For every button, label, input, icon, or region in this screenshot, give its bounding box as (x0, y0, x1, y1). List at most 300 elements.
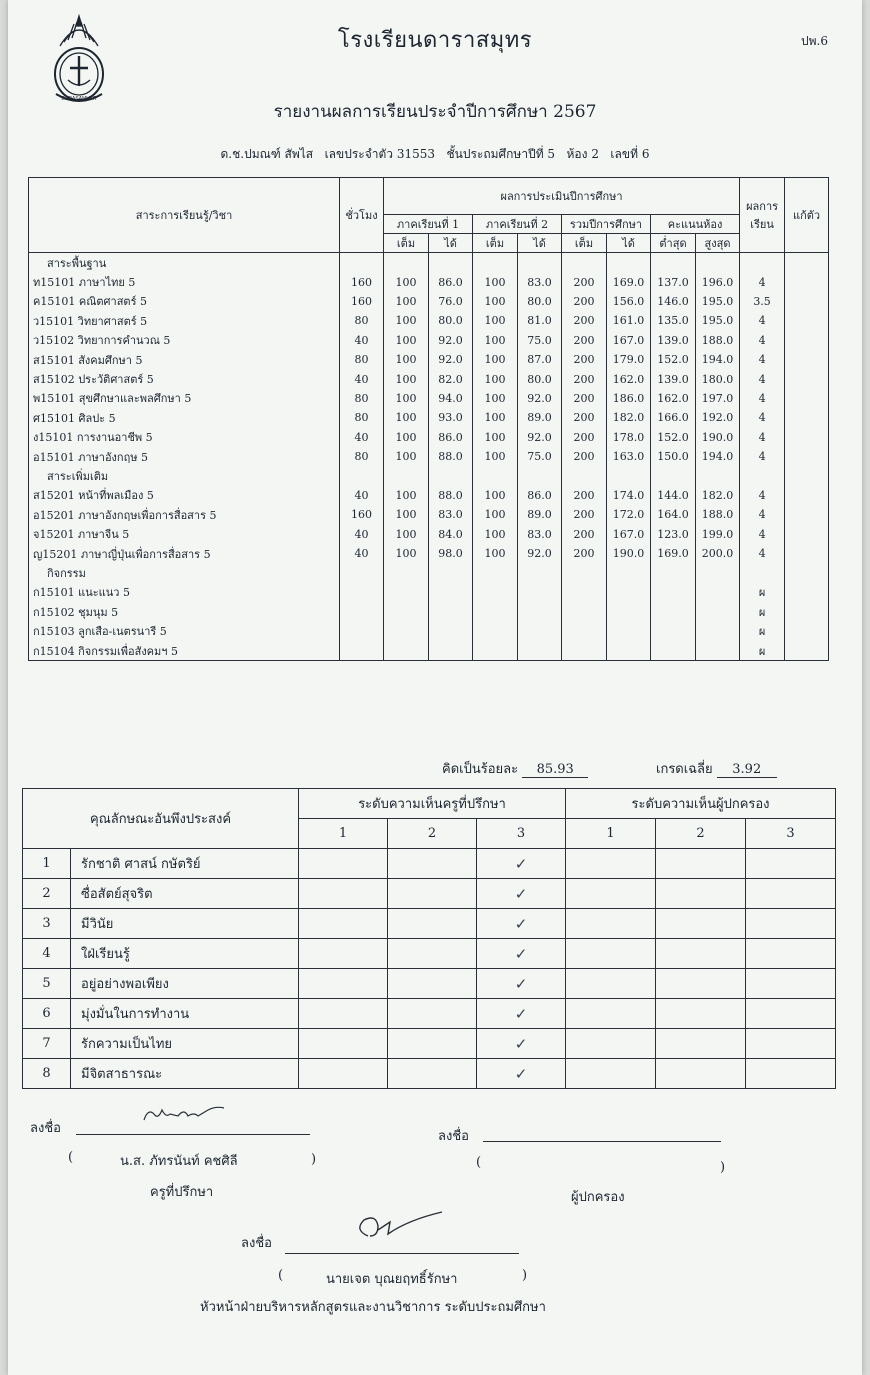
cell-t2-full: 100 (473, 524, 518, 543)
cell-max: 199.0 (696, 524, 740, 543)
cell-t1-full: 100 (384, 369, 429, 388)
cell-t2-full: 100 (473, 369, 518, 388)
cell-max (696, 641, 740, 661)
parent-level-1-cell (566, 969, 656, 999)
cell-y-full: 200 (562, 524, 607, 543)
teacher-level-1: 1 (299, 819, 388, 849)
table-row (29, 544, 829, 563)
cell-t1-full (384, 563, 429, 582)
cell-result (740, 563, 785, 582)
cell-y-got: 156.0 (607, 292, 651, 311)
teacher-level-2-cell (388, 939, 477, 969)
cell-t1-full: 100 (384, 389, 429, 408)
number-label: เลขที่ (610, 147, 638, 161)
teacher-level-1-cell (299, 909, 388, 939)
parent-level-1-cell (566, 879, 656, 909)
cell-retake (785, 389, 829, 408)
report-card-page (8, 0, 862, 1375)
cell-y-full: 200 (562, 428, 607, 447)
cell-t2-full: 100 (473, 505, 518, 524)
cell-y-full: 200 (562, 350, 607, 369)
parent-level-1-cell (566, 1059, 656, 1089)
cell-retake (785, 583, 829, 602)
form-code: ปพ.6 (801, 34, 828, 48)
table-row (29, 350, 829, 369)
trait-label: มีวินัย (71, 909, 299, 939)
cell-t1-full: 100 (384, 447, 429, 466)
table-row (29, 505, 829, 524)
cell-result: 4 (740, 486, 785, 505)
parent-level-3-cell (746, 969, 836, 999)
cell-t2-full: 100 (473, 272, 518, 291)
subject-header: สาระการเรียนรู้/วิชา (29, 178, 340, 253)
grade-level: ชั้นประถมศึกษาปีที่ 5 (446, 147, 556, 161)
check-mark-icon: ✓ (514, 944, 528, 963)
subject-name: ส15201 หน้าที่พลเมือง 5 (29, 486, 340, 505)
cell-t1-full (384, 621, 429, 640)
parent-level-3-cell (746, 939, 836, 969)
cell-t2-got (518, 641, 562, 661)
teacher-level-1-cell (299, 999, 388, 1029)
parent-level-2-cell (656, 999, 746, 1029)
teacher-level-3-cell (477, 1059, 566, 1089)
trait-number: 4 (23, 939, 71, 969)
teacher-level-1-cell (299, 969, 388, 999)
cell-result (740, 466, 785, 485)
cell-hours: 80 (340, 350, 384, 369)
cell-max: 194.0 (696, 350, 740, 369)
subject-name: ก15103 ลูกเสือ-เนตรนารี 5 (29, 621, 340, 640)
cell-y-got (607, 583, 651, 602)
trait-label: มุ่งมั่นในการทำงาน (71, 999, 299, 1029)
subject-name: อ15101 ภาษาอังกฤษ 5 (29, 447, 340, 466)
cell-max: 197.0 (696, 389, 740, 408)
cell-y-full: 200 (562, 331, 607, 350)
cell-t1-got (429, 583, 473, 602)
gpa-value: 3.92 (717, 762, 777, 778)
teacher-level-3: 3 (477, 819, 566, 849)
cell-t1-got: 88.0 (429, 486, 473, 505)
subject-name: พ15101 สุขศึกษาและพลศึกษา 5 (29, 389, 340, 408)
cell-result: 4 (740, 389, 785, 408)
student-name: ด.ช.ปมณฑ์ สัพไส (220, 147, 314, 161)
cell-y-full (562, 466, 607, 485)
cell-max: 180.0 (696, 369, 740, 388)
traits-body (23, 849, 836, 1089)
cell-y-got: 162.0 (607, 369, 651, 388)
teacher-paren-close: ) (311, 1152, 317, 1167)
cell-max (696, 563, 740, 582)
cell-t2-full: 100 (473, 408, 518, 427)
term2-header: ภาคเรียนที่ 2 (473, 215, 562, 234)
parent-level-1: 1 (566, 819, 656, 849)
cell-t1-got (429, 563, 473, 582)
cell-t2-full (473, 466, 518, 485)
cell-t1-full: 100 (384, 350, 429, 369)
cell-t1-full (384, 583, 429, 602)
teacher-level-3-cell (477, 1029, 566, 1059)
cell-t2-got: 75.0 (518, 331, 562, 350)
id-label: เลขประจำตัว (324, 147, 394, 161)
cell-t2-got: 81.0 (518, 311, 562, 330)
parent-level-1-cell (566, 909, 656, 939)
table-row (29, 428, 829, 447)
cell-y-full (562, 563, 607, 582)
report-title: รายงานผลการเรียนประจำปีการศึกษา 2567 (273, 102, 597, 122)
teacher-level-1-cell (299, 849, 388, 879)
cell-retake (785, 331, 829, 350)
subject-name: ง15101 การงานอาชีพ 5 (29, 428, 340, 447)
teacher-level-2-cell (388, 1059, 477, 1089)
cell-hours (340, 466, 384, 485)
cell-hours: 40 (340, 524, 384, 543)
hours-header: ชั่วโมง (340, 178, 384, 253)
cell-t2-full: 100 (473, 447, 518, 466)
teacher-signature-icon (138, 1100, 228, 1130)
cell-retake (785, 466, 829, 485)
cell-result: 4 (740, 272, 785, 291)
cell-t2-got: 80.0 (518, 369, 562, 388)
subject-name: อ15201 ภาษาอังกฤษเพื่อการสื่อสาร 5 (29, 505, 340, 524)
parent-level-1-cell (566, 849, 656, 879)
parent-level-1-cell (566, 939, 656, 969)
cell-y-full: 200 (562, 369, 607, 388)
cell-t1-got: 83.0 (429, 505, 473, 524)
cell-max (696, 466, 740, 485)
teacher-level-3-cell (477, 879, 566, 909)
parent-sign-label: ลงชื่อ (438, 1129, 469, 1144)
cell-hours: 40 (340, 369, 384, 388)
subject-name: ก15101 แนะแนว 5 (29, 583, 340, 602)
cell-min: 139.0 (651, 369, 696, 388)
cell-t1-full: 100 (384, 544, 429, 563)
head-paren-close: ) (522, 1268, 528, 1283)
table-row (29, 331, 829, 350)
group-label: กิจกรรม (29, 563, 340, 582)
max-header: สูงสุด (696, 234, 740, 253)
trait-number: 7 (23, 1029, 71, 1059)
cell-y-full (562, 253, 607, 273)
cell-min: 150.0 (651, 447, 696, 466)
cell-t1-full: 100 (384, 331, 429, 350)
cell-t1-got (429, 466, 473, 485)
cell-t1-full: 100 (384, 486, 429, 505)
t1-got-header: ได้ (429, 234, 473, 253)
traits-header: คุณลักษณะอันพึงประสงค์ (23, 789, 299, 849)
cell-t2-got (518, 466, 562, 485)
table-row (29, 369, 829, 388)
trait-number: 1 (23, 849, 71, 879)
grades-table (28, 177, 829, 661)
trait-label: อยู่อย่างพอเพียง (71, 969, 299, 999)
cell-min (651, 602, 696, 621)
subject-name: ว15101 วิทยาศาสตร์ 5 (29, 311, 340, 330)
cell-hours (340, 253, 384, 273)
cell-t2-full: 100 (473, 428, 518, 447)
cell-y-full: 200 (562, 544, 607, 563)
table-row (29, 389, 829, 408)
teacher-paren-open: ( (68, 1150, 74, 1165)
parent-level-2-cell (656, 969, 746, 999)
cell-t1-full: 100 (384, 311, 429, 330)
gpa-label: เกรดเฉลี่ย (656, 762, 713, 777)
cell-t2-got: 86.0 (518, 486, 562, 505)
cell-retake (785, 369, 829, 388)
cell-min: 146.0 (651, 292, 696, 311)
cell-min (651, 583, 696, 602)
cell-t2-full (473, 253, 518, 273)
cell-hours (340, 563, 384, 582)
cell-t2-full: 100 (473, 311, 518, 330)
cell-t2-full (473, 602, 518, 621)
cell-hours: 80 (340, 389, 384, 408)
cell-retake (785, 486, 829, 505)
cell-max: 196.0 (696, 272, 740, 291)
cell-hours: 80 (340, 447, 384, 466)
trait-label: ใฝ่เรียนรู้ (71, 939, 299, 969)
cell-y-got (607, 641, 651, 661)
cell-max: 190.0 (696, 428, 740, 447)
subject-name: ก15102 ชุมนุม 5 (29, 602, 340, 621)
cell-t2-full (473, 563, 518, 582)
parent-level-3-cell (746, 1059, 836, 1089)
percent-summary (442, 758, 588, 779)
cell-retake (785, 272, 829, 291)
trait-row (23, 909, 836, 939)
cell-y-full (562, 641, 607, 661)
cell-max (696, 602, 740, 621)
cell-y-got: 182.0 (607, 408, 651, 427)
table-row (29, 602, 829, 621)
cell-y-full (562, 583, 607, 602)
cell-t2-full: 100 (473, 389, 518, 408)
cell-t2-got: 89.0 (518, 505, 562, 524)
trait-row (23, 879, 836, 909)
cell-min: 123.0 (651, 524, 696, 543)
cell-t2-got: 92.0 (518, 544, 562, 563)
cell-y-full: 200 (562, 272, 607, 291)
cell-result: 4 (740, 447, 785, 466)
parent-level-1-cell (566, 999, 656, 1029)
trait-label: มีจิตสาธารณะ (71, 1059, 299, 1089)
cell-t1-got: 98.0 (429, 544, 473, 563)
head-signature-icon (348, 1208, 448, 1248)
cell-t1-full (384, 602, 429, 621)
table-row (29, 583, 829, 602)
cell-t2-got: 87.0 (518, 350, 562, 369)
cell-result (740, 253, 785, 273)
y-full-header: เต็ม (562, 234, 607, 253)
trait-label: รักชาติ ศาสน์ กษัตริย์ (71, 849, 299, 879)
cell-result: ผ (740, 621, 785, 640)
cell-t1-got (429, 641, 473, 661)
cell-t2-got: 83.0 (518, 272, 562, 291)
cell-t1-got: 92.0 (429, 331, 473, 350)
cell-min: 162.0 (651, 389, 696, 408)
check-mark-icon: ✓ (514, 854, 528, 873)
subject-name: ก15104 กิจกรรมเพื่อสังคมฯ 5 (29, 641, 340, 661)
cell-t2-full (473, 621, 518, 640)
min-header: ต่ำสุด (651, 234, 696, 253)
check-mark-icon: ✓ (514, 1034, 528, 1053)
subject-name: ท15101 ภาษาไทย 5 (29, 272, 340, 291)
cell-min: 144.0 (651, 486, 696, 505)
parent-level-2-cell (656, 1059, 746, 1089)
table-row (29, 621, 829, 640)
subject-name: ญ15201 ภาษาญี่ปุ่นเพื่อการสื่อสาร 5 (29, 544, 340, 563)
table-row (29, 272, 829, 291)
cell-retake (785, 563, 829, 582)
cell-t2-got (518, 621, 562, 640)
cell-y-full: 200 (562, 486, 607, 505)
cell-result: 4 (740, 311, 785, 330)
cell-min (651, 563, 696, 582)
cell-y-got (607, 253, 651, 273)
t2-full-header: เต็ม (473, 234, 518, 253)
cell-t2-got: 80.0 (518, 292, 562, 311)
subject-name: ค15101 คณิตศาสตร์ 5 (29, 292, 340, 311)
trait-row (23, 1029, 836, 1059)
cell-min (651, 466, 696, 485)
room-value: 2 (591, 147, 599, 161)
parent-level-1-cell (566, 1029, 656, 1059)
cell-retake (785, 408, 829, 427)
cell-max: 194.0 (696, 447, 740, 466)
gpa-summary (656, 758, 777, 779)
teacher-name: น.ส. ภัทรนันท์ คชศิลี (120, 1154, 238, 1169)
parent-level-3-cell (746, 849, 836, 879)
cell-y-got: 186.0 (607, 389, 651, 408)
parent-level-2-cell (656, 1029, 746, 1059)
teacher-role: ครูที่ปรึกษา (150, 1185, 214, 1200)
cell-result: 4 (740, 408, 785, 427)
check-mark-icon: ✓ (514, 974, 528, 993)
cell-min (651, 621, 696, 640)
cell-min: 139.0 (651, 331, 696, 350)
cell-y-got: 179.0 (607, 350, 651, 369)
table-row (29, 447, 829, 466)
check-mark-icon: ✓ (514, 1004, 528, 1023)
cell-max: 188.0 (696, 505, 740, 524)
cell-max (696, 621, 740, 640)
cell-t1-got: 94.0 (429, 389, 473, 408)
parent-level-2-cell (656, 849, 746, 879)
cell-retake (785, 311, 829, 330)
cell-t1-got (429, 602, 473, 621)
cell-t2-got: 92.0 (518, 428, 562, 447)
cell-t1-full (384, 253, 429, 273)
cell-y-got: 169.0 (607, 272, 651, 291)
y-got-header: ได้ (607, 234, 651, 253)
subject-name: ส15101 สังคมศึกษา 5 (29, 350, 340, 369)
teacher-level-1-cell (299, 939, 388, 969)
cell-t2-full: 100 (473, 292, 518, 311)
cell-result: 3.5 (740, 292, 785, 311)
cell-t1-got: 88.0 (429, 447, 473, 466)
parent-level-2: 2 (656, 819, 746, 849)
subject-name: ส15102 ประวัติศาสตร์ 5 (29, 369, 340, 388)
cell-hours: 160 (340, 272, 384, 291)
cell-hours: 80 (340, 408, 384, 427)
trait-row (23, 999, 836, 1029)
cell-t2-full: 100 (473, 331, 518, 350)
cell-y-full (562, 602, 607, 621)
student-info (8, 145, 862, 164)
teacher-level-2-cell (388, 969, 477, 999)
cell-t2-full: 100 (473, 544, 518, 563)
table-row (29, 524, 829, 543)
id-value: 31553 (396, 147, 436, 161)
cell-result: 4 (740, 369, 785, 388)
cell-min: 137.0 (651, 272, 696, 291)
t1-full-header: เต็ม (384, 234, 429, 253)
cell-t1-got: 84.0 (429, 524, 473, 543)
teacher-sign-label: ลงชื่อ (30, 1121, 61, 1136)
cell-max: 195.0 (696, 311, 740, 330)
cell-t2-got (518, 602, 562, 621)
cell-min: 166.0 (651, 408, 696, 427)
cell-min (651, 641, 696, 661)
cell-t2-full (473, 583, 518, 602)
teacher-level-3-cell (477, 909, 566, 939)
subject-name: ศ15101 ศิลปะ 5 (29, 408, 340, 427)
cell-y-got: 178.0 (607, 428, 651, 447)
cell-result: 4 (740, 350, 785, 369)
traits-table (22, 788, 836, 1089)
trait-number: 3 (23, 909, 71, 939)
parent-paren-close: ) (720, 1160, 726, 1175)
cell-max: 195.0 (696, 292, 740, 311)
cell-t1-full (384, 466, 429, 485)
parent-level-2-cell (656, 909, 746, 939)
number-value: 6 (641, 147, 650, 161)
cell-t1-full: 100 (384, 524, 429, 543)
parent-level-3-cell (746, 879, 836, 909)
teacher-sign-line (76, 1134, 310, 1135)
cell-t1-full: 100 (384, 428, 429, 447)
cell-y-full: 200 (562, 447, 607, 466)
cell-retake (785, 292, 829, 311)
cell-max: 200.0 (696, 544, 740, 563)
cell-y-got: 190.0 (607, 544, 651, 563)
table-row (29, 641, 829, 661)
cell-t2-full: 100 (473, 350, 518, 369)
cell-retake (785, 447, 829, 466)
cell-result: 4 (740, 428, 785, 447)
parent-level-3-cell (746, 1029, 836, 1059)
cell-t1-got (429, 253, 473, 273)
class-score-header: คะแนนห้อง (651, 215, 740, 234)
cell-t1-got: 76.0 (429, 292, 473, 311)
teacher-level-3-cell (477, 939, 566, 969)
cell-retake (785, 428, 829, 447)
trait-number: 5 (23, 969, 71, 999)
cell-y-full: 200 (562, 389, 607, 408)
cell-y-got: 172.0 (607, 505, 651, 524)
cell-retake (785, 621, 829, 640)
cell-retake (785, 544, 829, 563)
head-paren-open: ( (278, 1268, 284, 1283)
cell-hours (340, 583, 384, 602)
cell-y-got: 174.0 (607, 486, 651, 505)
cell-max: 182.0 (696, 486, 740, 505)
cell-t1-got: 93.0 (429, 408, 473, 427)
check-mark-icon: ✓ (514, 884, 528, 903)
cell-min: 152.0 (651, 428, 696, 447)
cell-t1-got: 86.0 (429, 428, 473, 447)
cell-result: 4 (740, 331, 785, 350)
cell-retake (785, 253, 829, 273)
